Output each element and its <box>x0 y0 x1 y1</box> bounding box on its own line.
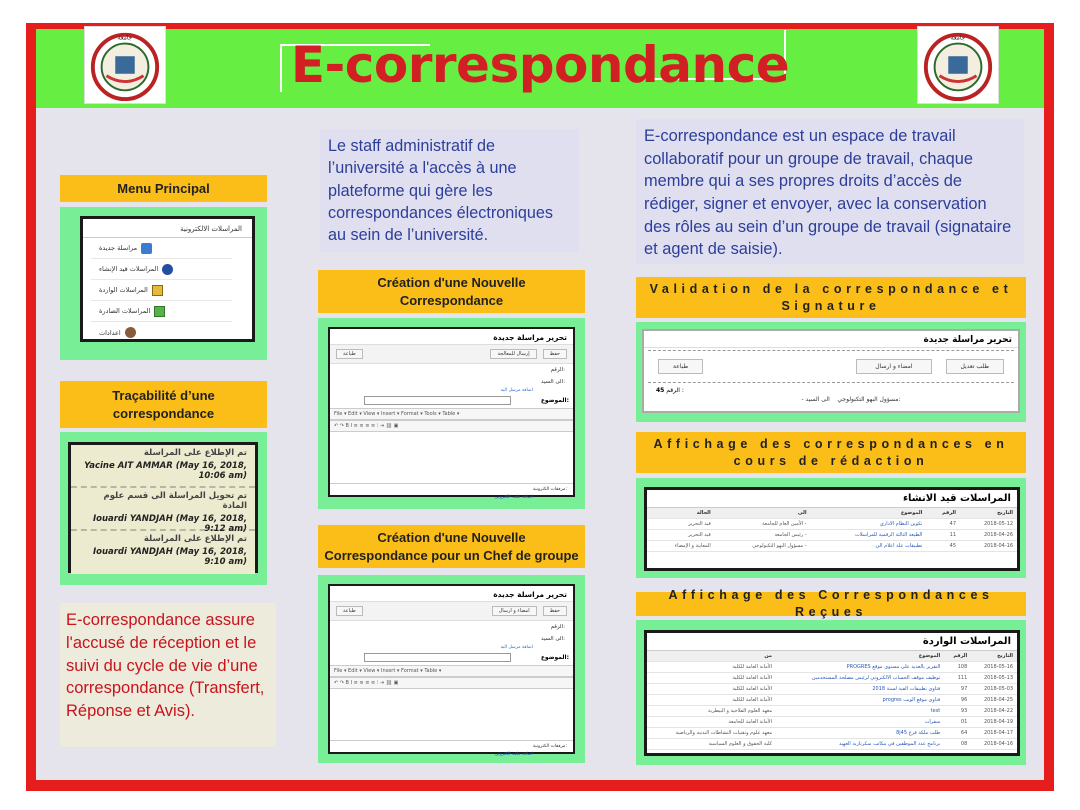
number-label: الرقم: <box>550 367 565 373</box>
subject-input[interactable] <box>364 396 511 405</box>
menu-header: المراسلات الالكترونية <box>83 219 252 238</box>
table-row[interactable]: 2018-04-19 01 سفرات الأمانة العامة للجامعة <box>647 717 1017 728</box>
table-row[interactable]: 2018-05-16 108 التقرير بالعديد على مستوى موقع PROGRES الأمانة العامة للكلية <box>647 662 1017 673</box>
add-recipient-link[interactable]: اضافة مرسل اليه <box>500 645 533 650</box>
table-row[interactable]: 2018-04-17 64 طلب ملكة فرع 8j45 معهد علوم وتقنيات النشاطات البدنية والرياضية <box>647 728 1017 739</box>
trace-screenshot <box>68 442 258 573</box>
cours-table <box>647 508 1017 552</box>
label-creation: Création d'une Nouvelle Correspondance <box>318 270 585 313</box>
attachments-label: مرفقات الكترونية: <box>532 744 567 749</box>
editor-body[interactable] <box>330 689 573 741</box>
recues-table-title: المراسلات الواردة <box>647 633 1017 651</box>
trace-entry: تم تحويل المراسلة الى قسم علوم المادة Iouardi YANDJAH (May 16, 2018, 9:12 am) <box>71 488 255 531</box>
menu-screenshot <box>80 216 255 342</box>
editor-format-bar[interactable]: ↶ ↷ B I ≡ ≡ ≡ ≡ ⁝ ⇥ ⛓ ▣ <box>330 677 573 689</box>
editor-chef-screenshot <box>328 584 575 757</box>
save-button[interactable]: حفظ <box>543 349 567 359</box>
table-row[interactable]: 2018-05-12 47 تكوين النظام الاداري - الأمين العام للجامعة قيد التحرير <box>647 519 1017 530</box>
svg-text:جامعة: جامعة <box>950 35 966 42</box>
validation-fields <box>644 385 1018 396</box>
table-row[interactable]: 2018-04-22 93 test معهد العلوم الفلاحية و البيطرية <box>647 706 1017 717</box>
text-espace-collaboratif: E-correspondance est un espace de travail collaboratif pour un groupe de travail, chaque membre qui a ses propres droits d’accès de rédiger, signer et envoyer, avec la conservation des rôles au sein d’un groupe de travail (signataire et agent de saisie). <box>636 119 1024 264</box>
cours-table-title: المراسلات قيد الانشاء <box>647 490 1017 508</box>
subject-input[interactable] <box>364 653 511 662</box>
trace-entry: تم الإطلاع على المراسلة Iouardi YANDJAH (May 16, 2018, 9:10 am) <box>71 531 255 574</box>
university-logo-left <box>84 26 166 104</box>
sign-send-button[interactable]: امضاء و ارسال <box>856 359 931 374</box>
table-row[interactable]: 2018-05-03 97 فتاوى تطبيقات الفية لسنة 2018 الأمانة العامة للكلية <box>647 684 1017 695</box>
menu-item-outbox: المراسلات الصادرة <box>91 301 232 322</box>
cours-screenshot <box>644 487 1020 571</box>
editor-toolbar <box>330 602 573 621</box>
table-row[interactable]: 2018-04-16 45 تطبيقات علة اعلام الي - مسؤول البهو التكنولوجي المعاينة و الإمضاء <box>647 541 1017 552</box>
users-icon <box>125 327 136 338</box>
recipient-field: - مسؤول البهو التكنولوجي الى السيد: <box>801 396 901 403</box>
label-tracabilite: Traçabilité d’une correspondance <box>60 381 267 428</box>
svg-text:جامعة: جامعة <box>117 35 133 42</box>
table-row[interactable]: 2018-04-25 96 فتاوى موقع الويب progres الأمانة العامة للكلية <box>647 695 1017 706</box>
menu-item-inbox: المراسلات الواردة <box>91 280 232 301</box>
label-menu-principal: Menu Principal <box>60 175 267 202</box>
trace-entry: تم الإطلاع على المراسلة Yacine AIT AMMAR (May 16, 2018, 10:06 am) <box>71 445 255 488</box>
inbox-icon <box>152 285 163 296</box>
menu-item-draft: المراسلات قيد الإنشاء <box>91 259 232 280</box>
label-creation-chef: Création d'une Nouvelle Correspondance pour un Chef de groupe <box>318 525 585 568</box>
text-staff: Le staff administratif de l’université a l'accès à une plateforme qui gère les correspondances électroniques au sein de l’université. <box>320 129 579 252</box>
number-label: الرقم: <box>550 624 565 630</box>
add-attachment-link[interactable]: اضافة ملف الكتروني <box>494 752 533 757</box>
editor-title: تحرير مراسلة جديدة <box>330 329 573 345</box>
label-affichage-cours: Affichage des correspondances en cours de rédaction <box>636 432 1026 473</box>
table-header: التاريخ الرقم الموضوع الى الحالة <box>647 508 1017 519</box>
table-row[interactable]: 2018-05-13 111 توظيف موقف الحساب الالكتروني لرئيس مصلحة المستخدمين الأمانة العامة للكلية <box>647 673 1017 684</box>
attachments-label: مرفقات الكترونية: <box>532 487 567 492</box>
add-attachment-link[interactable]: اضافة ملف الكتروني <box>494 495 533 500</box>
sign-send-button[interactable]: امضاء و ارسال <box>492 606 537 616</box>
university-logo-right <box>917 26 999 104</box>
page-title: E-correspondance <box>290 36 790 94</box>
print-button[interactable]: طباعة <box>336 606 363 616</box>
recues-table <box>647 651 1017 750</box>
validation-screenshot <box>642 329 1020 413</box>
editor-title: تحرير مراسلة جديدة <box>330 586 573 602</box>
save-button[interactable]: حفظ <box>543 606 567 616</box>
number-field: 45 الرقم : <box>656 387 684 394</box>
validation-title: تحرير مراسلة جديدة <box>644 331 1018 348</box>
subject-row: الموضوع: <box>330 650 573 665</box>
edit-icon <box>162 264 173 275</box>
outbox-icon <box>154 306 165 317</box>
text-accuse-reception: E-correspondance assure l'accusé de réception et le suivi du cycle de vie d’une correspondance (Transfert, Réponse et Avis). <box>60 603 276 747</box>
new-mail-icon <box>141 243 152 254</box>
recipient-label: الى السيد: <box>540 379 565 385</box>
editor-body[interactable] <box>330 432 573 484</box>
table-row[interactable]: 2018-04-26 11 الطبعة الثالثة الرقمية للمراسلات - رئيس الجامعة قيد التحرير <box>647 530 1017 541</box>
editor-screenshot <box>328 327 575 500</box>
editor-menu-bar[interactable]: File ▾ Edit ▾ View ▾ Insert ▾ Format ▾ Table ▾ <box>330 665 573 677</box>
editor-format-bar[interactable]: ↶ ↷ B I ≡ ≡ ≡ ≡ ⁝ ⇥ ⛓ ▣ <box>330 420 573 432</box>
request-edit-button[interactable]: طلب تعديل <box>946 359 1005 374</box>
recues-screenshot <box>644 630 1020 756</box>
menu-item-new: مراسلة جديدة <box>91 238 232 259</box>
label-validation: Validation de la correspondance et Signature <box>636 277 1026 318</box>
recipient-label: الى السيد: <box>540 636 565 642</box>
print-button[interactable]: طباعة <box>336 349 363 359</box>
menu-item-settings: اعدادات <box>91 322 232 343</box>
send-button[interactable]: إرسال للمعالجة <box>490 349 536 359</box>
add-recipient-link[interactable]: اضافة مرسل اليه <box>500 388 533 393</box>
label-affichage-recues: Affichage des Correspondances Reçues <box>636 592 1026 616</box>
editor-toolbar <box>330 345 573 364</box>
table-header: التاريخ الرقم الموضوع من <box>647 651 1017 662</box>
table-row[interactable]: 2018-04-16 08 برنامج عدد الموظفين في مكاتب سكرتارية العهيد كلية الحقوق و العلوم السياسية <box>647 739 1017 750</box>
subject-row: الموضوع: <box>330 393 573 408</box>
editor-menu-bar[interactable]: File ▾ Edit ▾ View ▾ Insert ▾ Format ▾ Tools ▾ Table ▾ <box>330 408 573 420</box>
validation-toolbar <box>648 350 1014 383</box>
print-button[interactable]: طباعة <box>658 359 703 374</box>
